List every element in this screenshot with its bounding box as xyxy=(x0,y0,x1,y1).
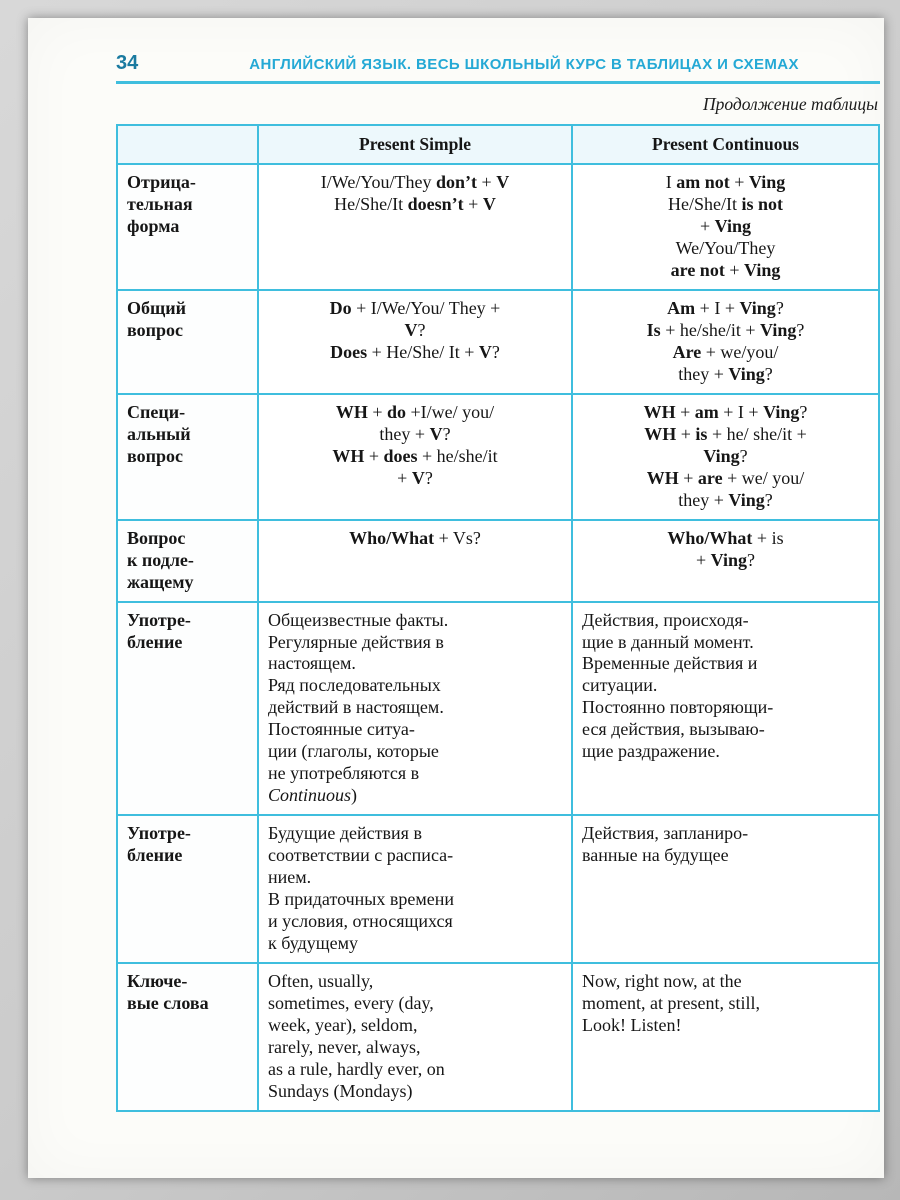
cell-present-simple: I/We/You/They don’t + V He/She/It doesn’t + V xyxy=(258,164,572,290)
cell-row-label: Вопрос к подле- жащему xyxy=(117,520,258,602)
cell-present-continuous: Who/What + is + Ving? xyxy=(572,520,879,602)
cell-present-continuous: Действия, запланиро- ванные на будущее xyxy=(572,815,879,963)
cell-row-label: Отрица- тельная форма xyxy=(117,164,258,290)
cell-present-continuous: Действия, происходя- щие в данный момент. Временные действия и ситуации. Постоянно повторяющи- еся действия, вызываю- щие раздражение. xyxy=(572,602,879,816)
grammar-table xyxy=(116,124,880,1112)
table-row xyxy=(117,520,879,602)
table-row xyxy=(117,602,879,816)
cell-present-simple: Будущие действия в соответствии с расписа- нием. В придаточных времени и условия, относящихся к будущему xyxy=(258,815,572,963)
table-row xyxy=(117,394,879,520)
table-body xyxy=(117,164,879,1110)
cell-row-label: Специ- альный вопрос xyxy=(117,394,258,520)
book-page xyxy=(28,18,884,1178)
column-header: Present Simple xyxy=(258,125,572,164)
cell-present-simple: Общеизвестные факты. Регулярные действия в настоящем. Ряд последовательных действий в настоящем. Постоянные ситуа- ции (глаголы, которые не употребляются в Continuous) xyxy=(258,602,572,816)
running-header xyxy=(116,52,880,75)
table-row xyxy=(117,290,879,394)
cell-present-continuous: Now, right now, at the moment, at present, still, Look! Listen! xyxy=(572,963,879,1111)
column-header-empty xyxy=(117,125,258,164)
table-row xyxy=(117,164,879,290)
page-content xyxy=(116,52,880,1112)
cell-present-continuous: WH + am + I + Ving? WH + is + he/ she/it + Ving? WH + are + we/ you/ they + Ving? xyxy=(572,394,879,520)
table-row xyxy=(117,963,879,1111)
cell-row-label: Употре- бление xyxy=(117,815,258,963)
column-header: Present Continuous xyxy=(572,125,879,164)
cell-present-continuous: Am + I + Ving? Is + he/she/it + Ving? Are + we/you/ they + Ving? xyxy=(572,290,879,394)
header-row xyxy=(117,125,879,164)
cell-row-label: Общий вопрос xyxy=(117,290,258,394)
header-rule xyxy=(116,81,880,84)
cell-present-continuous: I am not + Ving He/She/It is not + Ving We/You/They are not + Ving xyxy=(572,164,879,290)
cell-present-simple: WH + do +I/we/ you/ they + V? WH + does + he/she/it + V? xyxy=(258,394,572,520)
cell-present-simple: Who/What + Vs? xyxy=(258,520,572,602)
table-row xyxy=(117,815,879,963)
cell-present-simple: Often, usually, sometimes, every (day, week, year), seldom, rarely, never, always, as a rule, hardly ever, on Sundays (Mondays) xyxy=(258,963,572,1111)
cell-present-simple: Do + I/We/You/ They + V? Does + He/She/ It + V? xyxy=(258,290,572,394)
running-title: АНГЛИЙСКИЙ ЯЗЫК. ВЕСЬ ШКОЛЬНЫЙ КУРС В ТАБЛИЦАХ И СХЕМАХ xyxy=(249,56,799,73)
page-number: 34 xyxy=(116,52,139,74)
cell-row-label: Употре- бление xyxy=(117,602,258,816)
table-head xyxy=(117,125,879,164)
continuation-note: Продолжение таблицы xyxy=(702,94,878,114)
cell-row-label: Ключе- вые слова xyxy=(117,963,258,1111)
